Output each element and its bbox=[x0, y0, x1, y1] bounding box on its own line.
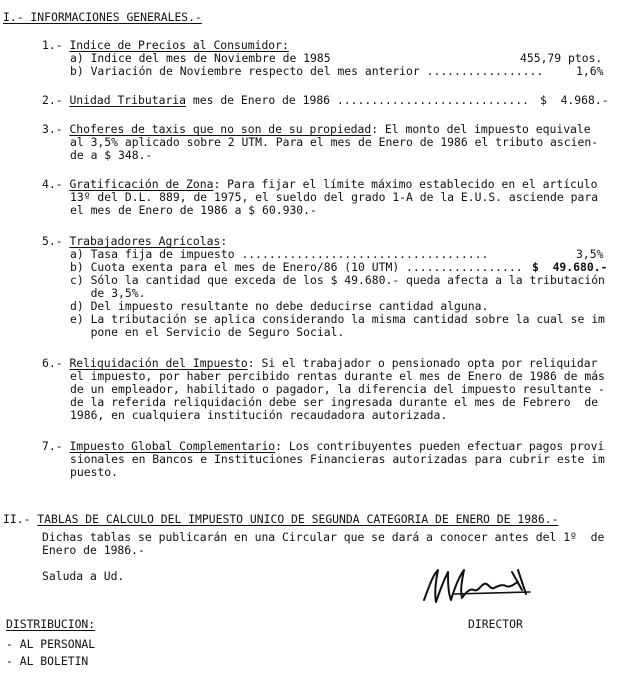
item-title: Unidad Tributaria bbox=[69, 93, 187, 107]
item-colon: : bbox=[220, 234, 228, 248]
item-text: : El monto del impuesto equivale bbox=[371, 122, 591, 136]
item-2-value: $ 4.968.- bbox=[540, 93, 609, 107]
item-text: mes de Enero de 1986 ............................ bbox=[186, 93, 529, 107]
item-title: Indice de Precios al Consumidor: bbox=[69, 38, 289, 52]
section-number: II.- bbox=[3, 512, 31, 526]
item-6-line3: de un empleador, habilitado o pagador, la diferencia del impuesto resultante - bbox=[70, 382, 605, 396]
item-6-line4: de la referida reliquidación debe ser ingresada durante el mes de Febrero de bbox=[70, 395, 599, 409]
item-6-line5: 1986, en cualquiera institución recaudadora autorizada. bbox=[70, 408, 448, 422]
item-5d-line1: d) Del impuesto resultante no debe deducirse cantidad alguna. bbox=[70, 299, 489, 313]
item-title: Impuesto Global Complementario bbox=[69, 439, 276, 453]
section-2-line2: Enero de 1986.- bbox=[42, 543, 145, 557]
item-text: : Si el trabajador o pensionado opta por reliquidar bbox=[247, 356, 598, 370]
item-5b-value: $ 49.680.- bbox=[532, 260, 608, 274]
item-number: 7.- bbox=[42, 439, 63, 453]
item-text: : Los contribuyentes pueden efectuar pagos provi bbox=[275, 439, 605, 453]
item-number: 4.- bbox=[42, 177, 63, 191]
item-number: 6.- bbox=[42, 356, 63, 370]
item-2 bbox=[42, 94, 529, 107]
item-5b-text: b) Cuota exenta para el mes de Enero/86 (10 UTM) ................. bbox=[70, 260, 523, 274]
signature bbox=[418, 560, 536, 608]
item-5a-value: 3,5% bbox=[576, 247, 604, 261]
closing-salutation: Saluda a Ud. bbox=[42, 569, 125, 583]
item-number: 3.- bbox=[42, 122, 63, 136]
item-title: Choferes de taxis que no son de su propiedad bbox=[69, 122, 372, 136]
section-heading: I.- INFORMACIONES GENERALES.- bbox=[3, 10, 202, 24]
signature-title: DIRECTOR bbox=[468, 617, 523, 631]
section-2-heading bbox=[3, 513, 559, 526]
item-title: Gratificación de Zona bbox=[69, 177, 214, 191]
distribution-heading: DISTRIBUCION: bbox=[6, 617, 96, 631]
item-4-line3: el mes de Enero de 1986 a $ 60.930.- bbox=[70, 203, 317, 217]
item-5c-line2: de 3,5%. bbox=[70, 286, 146, 300]
item-number: 1.- bbox=[42, 38, 63, 52]
item-4-line2: 13º del D.L. 889, de 1975, el sueldo del grado 1-A de la E.U.S. asciende para bbox=[70, 190, 599, 204]
item-5c-line1: c) Sólo la cantidad que exceda de los $ 49.680.- queda afecta a la tributación bbox=[70, 273, 605, 287]
item-title: Reliquidación del Impuesto bbox=[69, 356, 248, 370]
item-number: 2.- bbox=[42, 93, 63, 107]
distribution-item: - AL PERSONAL bbox=[6, 637, 96, 651]
item-1b-text: b) Variación de Noviembre respecto del mes anterior ................. bbox=[70, 64, 544, 78]
item-text: : Para fijar el límite máximo establecido en el artículo bbox=[213, 177, 598, 191]
distribution-item: - AL BOLETIN bbox=[6, 654, 89, 668]
section-title: TABLAS DE CALCULO DEL IMPUESTO UNICO DE SEGUNDA CATEGORIA DE ENERO DE 1986.- bbox=[37, 512, 559, 526]
item-3-line3: de a $ 348.- bbox=[70, 148, 153, 162]
item-1a-value: 455,79 ptos. bbox=[520, 51, 603, 65]
item-5e-line2: pone en el Servicio de Seguro Social. bbox=[70, 325, 345, 339]
item-1a-text: a) Indice del mes de Noviembre de 1985 bbox=[70, 51, 331, 65]
section-2-line1: Dichas tablas se publicarán en una Circular que se dará a conocer antes del 1º de bbox=[42, 530, 605, 544]
item-5e-line1: e) La tributación se aplica considerando la misma cantidad sobre la cual se im bbox=[70, 312, 605, 326]
item-5a-text: a) Tasa fija de impuesto .................................... bbox=[70, 247, 489, 261]
item-7-line3: puesto. bbox=[70, 465, 119, 479]
item-6-line2: el impuesto, por haber percibido rentas durante el mes de Enero de 1986 de más bbox=[70, 369, 605, 383]
item-3-line2: al 3,5% aplicado sobre 2 UTM. Para el mes de Enero de 1986 el tributo ascien- bbox=[70, 135, 599, 149]
item-7-line2: sionales en Bancos e Instituciones Financieras autorizadas para cubrir este im bbox=[70, 452, 605, 466]
item-title: Trabajadores Agrícolas bbox=[69, 234, 221, 248]
item-number: 5.- bbox=[42, 234, 63, 248]
item-1b-value: 1,6% bbox=[576, 64, 604, 78]
